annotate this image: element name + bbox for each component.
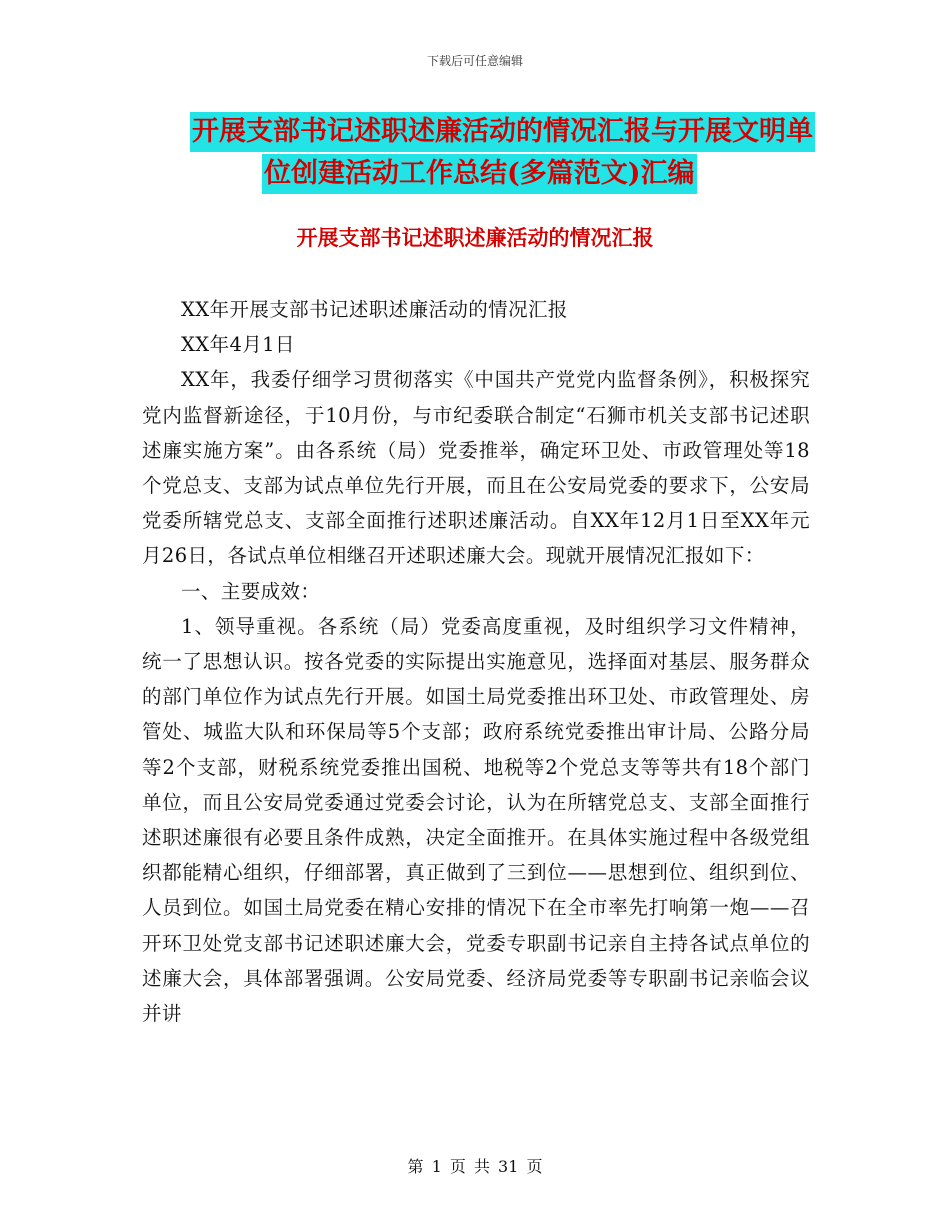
body-paragraph: 1、领导重视。各系统（局）党委高度重视，及时组织学习文件精神，统一了思想认识。按各党委的实际提出实施意见，选择面对基层、服务群众的部门单位作为试点先行开展。如国土局党委推出环卫处、市政管理处、房管处、城监大队和环保局等5个支部；政府系统党委推出审计局、公路分局等2个支部，财税系统党委推出国税、地税等2个党总支等等共有18个部门单位，而且公安局党委通过党委会讨论，认为在所辖党总支、支部全面推行述职述廉很有必要且条件成熟，决定全面推开。在具体实施过程中各级党组织都能精心组织，仔细部署，真正做到了三到位——思想到位、组织到位、人员到位。如国土局党委在精心安排的情况下在全市率先打响第一炮——召开环卫处党支部书记述职述廉大会，党委专职副书记亲自主持各试点单位的述廉大会，具体部署强调。公安局党委、经济局党委等专职副书记亲临会议并讲 xyxy=(142,614,810,1026)
body-paragraph: XX年开展支部书记述职述廉活动的情况汇报 xyxy=(181,298,568,321)
document-title xyxy=(190,112,830,194)
page-header-note: 下载后可任意编辑 xyxy=(426,54,523,68)
body-paragraph: XX年，我委仔细学习贯彻落实《中国共产党党内监督条例》，积极探究党内监督新途径，于10月份，与市纪委联合制定“石狮市机关支部书记述职述廉实施方案”。由各系统（局）党委推举，确定环卫处、市政管理处等18个党总支、支部为试点单位先行开展，而且在公安局党委的要求下，公安局党委所辖党总支、支部全面推行述职述廉活动。自XX年12月1日至XX年元月26日，各试点单位相继召开述职述廉大会。现就开展情况汇报如下： xyxy=(142,368,810,568)
body-paragraph: XX年4月1日 xyxy=(181,333,295,357)
title-line-1: 开展支部书记述职述廉活动的情况汇报与开展文明单 xyxy=(190,112,815,152)
section-title: 开展支部书记述职述廉活动的情况汇报 xyxy=(296,225,654,250)
body-paragraph: 一、主要成效： xyxy=(181,579,321,603)
page-footer: 第 1 页 共 31 页 xyxy=(407,1157,543,1176)
document-body xyxy=(142,292,810,1031)
title-line-2: 位创建活动工作总结(多篇范文)汇编 xyxy=(262,154,697,194)
